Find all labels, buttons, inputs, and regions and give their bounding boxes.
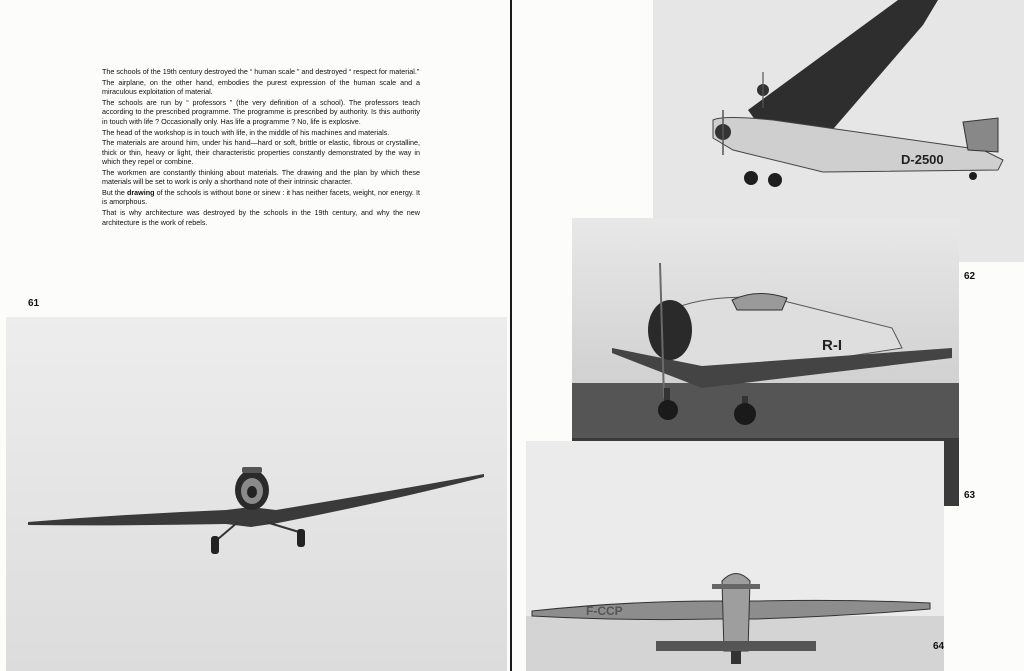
paragraph xyxy=(102,98,420,126)
paragraph-text: But the xyxy=(102,188,127,198)
registration-d2500: D-2500 xyxy=(901,152,944,167)
photo-airplane-rear-view xyxy=(526,441,944,671)
registration-f-ccp: F-CCP xyxy=(586,604,623,618)
paragraph-text: The schools of the 19th century destroyed the “ human scale ” and destroyed “ respect for material.” xyxy=(102,67,420,76)
paragraph-text: The workmen are constantly thinking about materials. The drawing and the plan by which these materials will be set to work is only a shorthand note of their intrinsic character. xyxy=(102,167,420,187)
paragraph-bold-text: drawing xyxy=(126,188,155,198)
paragraph xyxy=(102,188,420,207)
paragraph xyxy=(102,208,420,227)
paragraph-text-continued: of the schools is without bone or sinew : it has neither facets, weight, nor energy. It is amorphous. xyxy=(102,188,420,207)
figure-number-62: 62 xyxy=(964,271,976,282)
registration-r-i: R-I xyxy=(822,337,842,354)
figure-number-61: 61 xyxy=(28,298,40,309)
right-page xyxy=(512,0,1024,671)
paragraph xyxy=(102,67,420,76)
paragraph-text: The head of the workshop is in touch with life, in the middle of his machines and materials. xyxy=(102,127,390,137)
paragraph-text: The airplane, on the other hand, embodies the purest expression of the human scale and a miraculous exploitation of material. xyxy=(102,77,420,97)
paragraph xyxy=(102,128,420,137)
paragraph-text: The materials are around him, under his hand—hard or soft, brittle or elastic, fibrous or crystalline, thick or thin, heavy or light, their characteristic properties constantly demonstrated by the way in which they repel or combine. xyxy=(102,138,420,167)
photo-airplane-front-view xyxy=(6,317,507,671)
left-page xyxy=(0,0,510,671)
paragraph xyxy=(102,138,420,166)
figure-number-63: 63 xyxy=(964,490,976,501)
body-text xyxy=(102,67,420,229)
paragraph xyxy=(102,78,420,97)
figure-number-64: 64 xyxy=(933,641,945,652)
paragraph-text: The schools are run by “ professors ” (the very definition of a school). The professors teach according to the prescribed programme. The programme is prescribed by authority. Is this authority in touch with life ? Occasionally only. Has life a programme ? No, life is explosive. xyxy=(102,98,420,126)
paragraph-text: That is why architecture was destroyed by the schools in the 19th century, and why the new architecture is the work of rebels. xyxy=(102,208,420,227)
paragraph xyxy=(102,168,420,187)
